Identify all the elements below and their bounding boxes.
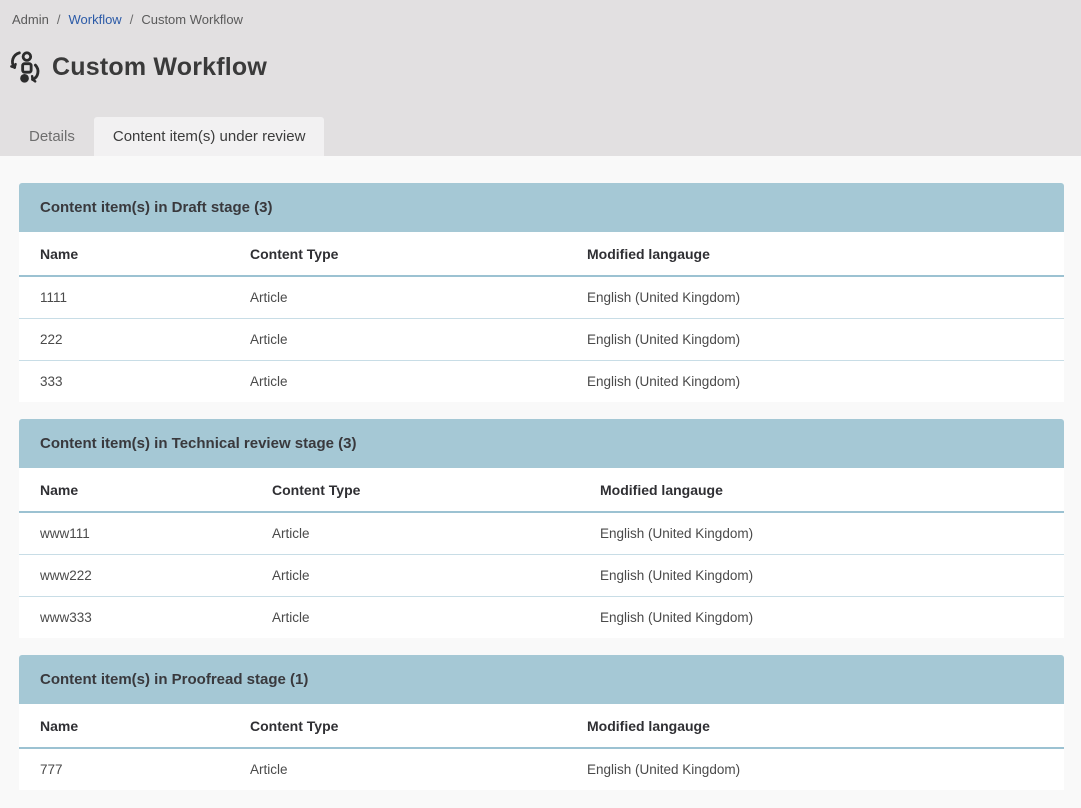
column-header-content-type: Content Type (251, 468, 579, 512)
cell-content-type: Article (250, 762, 288, 777)
stage-table-draft (19, 232, 1064, 402)
cell-name: 222 (19, 319, 229, 361)
cell-name: 333 (19, 361, 229, 403)
cell-name: 777 (40, 762, 63, 777)
column-header-name: Name (19, 704, 229, 748)
cell-content-type: Article (251, 555, 579, 597)
table-row (19, 512, 1064, 555)
column-header-name: Name (19, 232, 229, 276)
cell-modified-language: English (United Kingdom) (566, 319, 1064, 361)
column-header-modified-language: Modified langauge (566, 704, 1064, 748)
table-row (19, 276, 1064, 319)
breadcrumb-separator: / (56, 12, 61, 27)
page-header-band (0, 0, 1081, 156)
table-row (19, 748, 1064, 790)
column-header-name: Name (19, 468, 251, 512)
stage-table-technical-review (19, 468, 1064, 638)
main-content (0, 156, 1081, 790)
cell-name: www333 (19, 597, 251, 639)
stage-card-draft (19, 183, 1064, 402)
breadcrumb-current: Custom Workflow (141, 12, 243, 27)
table-header-row (19, 468, 1064, 512)
cell-name: 1111 (40, 290, 68, 305)
cell-modified-language: English (United Kingdom) (600, 526, 754, 541)
breadcrumb-admin: Admin (12, 12, 49, 27)
tab-bar (0, 117, 324, 156)
cell-content-type: Article (251, 597, 579, 639)
cell-modified-language: English (United Kingdom) (579, 597, 1064, 639)
tab-content-items-under-review[interactable]: Content item(s) under review (94, 117, 325, 156)
cell-content-type: Article (229, 319, 566, 361)
table-row (19, 597, 1064, 639)
stage-card-proofread-title: Content item(s) in Proofread stage (1) (19, 655, 1064, 704)
page-title-row (8, 49, 1081, 85)
breadcrumb-separator: / (129, 12, 134, 27)
column-header-content-type: Content Type (229, 704, 566, 748)
cell-name: www111 (40, 526, 90, 541)
column-header-content-type: Content Type (229, 232, 566, 276)
stage-card-proofread (19, 655, 1064, 790)
table-row (19, 361, 1064, 403)
breadcrumb (0, 0, 1081, 27)
tab-details[interactable]: Details (29, 128, 75, 145)
cell-modified-language: English (United Kingdom) (587, 762, 741, 777)
cell-name: www222 (19, 555, 251, 597)
table-header-row (19, 704, 1064, 748)
stage-card-technical-review (19, 419, 1064, 638)
cell-content-type: Article (229, 361, 566, 403)
breadcrumb-workflow-link[interactable]: Workflow (68, 12, 122, 27)
page-title: Custom Workflow (52, 52, 268, 81)
column-header-modified-language: Modified langauge (579, 468, 1064, 512)
cell-content-type: Article (250, 290, 288, 305)
table-row (19, 555, 1064, 597)
workflow-icon (8, 49, 42, 85)
stage-card-draft-title: Content item(s) in Draft stage (3) (19, 183, 1064, 232)
stage-table-proofread (19, 704, 1064, 790)
cell-modified-language: English (United Kingdom) (587, 290, 741, 305)
table-row (19, 319, 1064, 361)
column-header-modified-language: Modified langauge (566, 232, 1064, 276)
cell-modified-language: English (United Kingdom) (566, 361, 1064, 403)
table-header-row (19, 232, 1064, 276)
stage-card-technical-review-title: Content item(s) in Technical review stage (3) (19, 419, 1064, 468)
cell-content-type: Article (272, 526, 310, 541)
cell-modified-language: English (United Kingdom) (579, 555, 1064, 597)
